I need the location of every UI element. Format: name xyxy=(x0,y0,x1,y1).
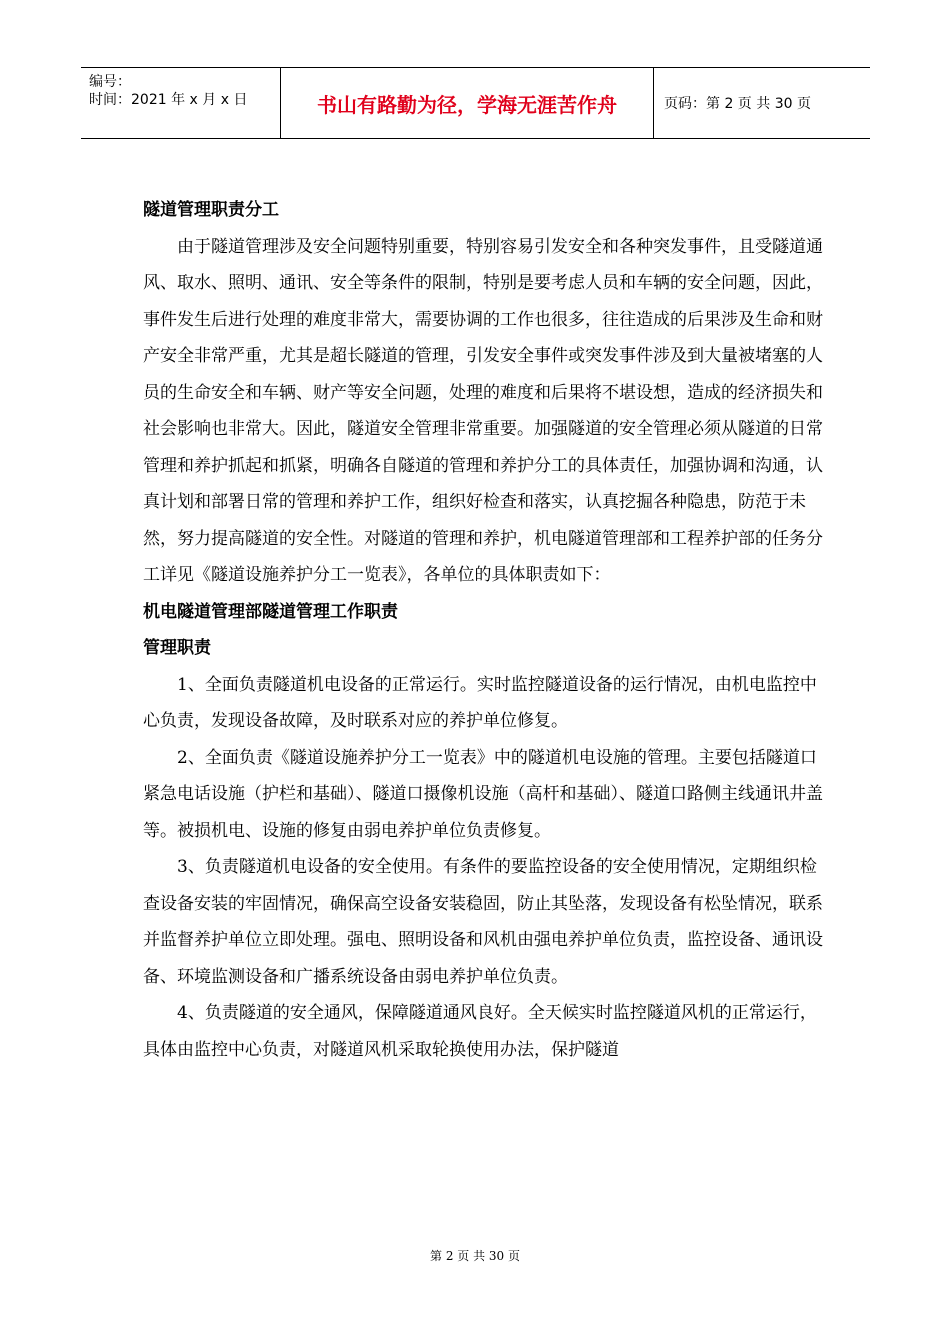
header-meta xyxy=(81,68,281,138)
duty-item-3: 3、负责隧道机电设备的安全使用。有条件的要监控设备的安全使用情况，定期组织检查设备安装的牢固情况，确保高空设备安装稳固，防止其坠落，发现设备有松坠情况，联系并监督养护单位立即处理。强电、照明设备和风机由强电养护单位负责，监控设备、通讯设备、环境监测设备和广播系统设备由弱电养护单位负责。 xyxy=(143,857,823,987)
header-page-label: 页码：第 2 页 共 30 页 xyxy=(664,96,811,112)
header-motto: 书山有路勤为径，学海无涯苦作舟 xyxy=(281,68,654,138)
intro-paragraph: 由于隧道管理涉及安全问题特别重要，特别容易引发安全和各种突发事件，且受隧道通风、取水、照明、通讯、安全等条件的限制，特别是要考虑人员和车辆的安全问题，因此，事件发生后进行处理的难度非常大，需要协调的工作也很多，往往造成的后果涉及生命和财产安全非常严重，尤其是超长隧道的管理，引发安全事件或突发事件涉及到大量被堵塞的人员的生命安全和车辆、财产等安全问题，处理的难度和后果将不堪设想，造成的经济损失和社会影响也非常大。因此，隧道安全管理非常重要。加强隧道的安全管理必须从隧道的日常管理和养护抓起和抓紧，明确各自隧道的管理和养护分工的具体责任，加强协调和沟通，认真计划和部署日常的管理和养护工作，组织好检查和落实，认真挖掘各种隐患，防范于未然，努力提高隧道的安全性。对隧道的管理和养护，机电隧道管理部和工程养护部的任务分工详见《隧道设施养护分工一览表》，各单位的具体职责如下： xyxy=(143,236,823,585)
page-footer: 第 2 页 共 30 页 xyxy=(430,1249,520,1263)
document-title: 隧道管理职责分工 xyxy=(143,200,279,220)
duty-item-4: 4、负责隧道的安全通风，保障隧道通风良好。全天候实时监控隧道风机的正常运行，具体由监控中心负责，对隧道风机采取轮换使用办法，保护隧道 xyxy=(143,1003,817,1060)
subsection-heading: 管理职责 xyxy=(143,638,211,658)
document-body xyxy=(143,192,823,1068)
section-heading: 机电隧道管理部隧道管理工作职责 xyxy=(143,601,398,622)
document-header xyxy=(81,67,870,139)
time-label: 时间：2021 年 x 月 x 日 xyxy=(89,92,248,108)
duty-item-2: 2、全面负责《隧道设施养护分工一览表》中的隧道机电设施的管理。主要包括隧道口紧急电话设施（护栏和基础）、隧道口摄像机设施（高杆和基础）、隧道口路侧主线通讯井盖等。被损机电、设施的修复由弱电养护单位负责修复。 xyxy=(143,747,823,841)
duty-item-1: 1、全面负责隧道机电设备的正常运行。实时监控隧道设备的运行情况，由机电监控中心负责，发现设备故障，及时联系对应的养护单位修复。 xyxy=(143,674,817,731)
number-label: 编号： xyxy=(89,74,131,90)
